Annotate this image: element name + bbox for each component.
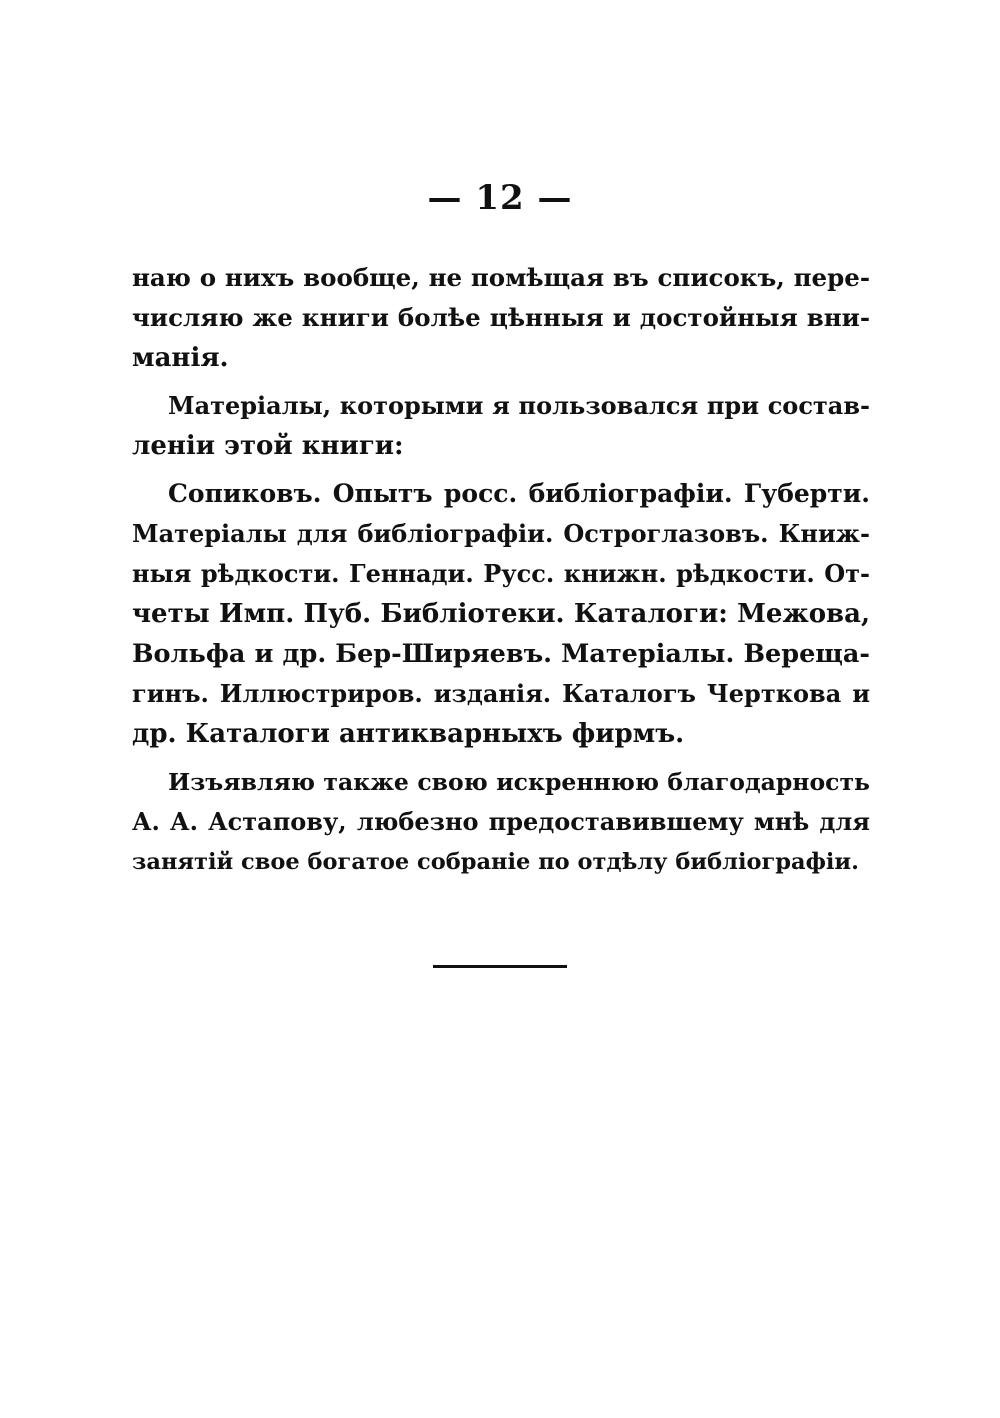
paragraph-4 [132, 762, 870, 882]
body-text [132, 258, 870, 882]
text-line: Матеріалы, которыми я пользовался при состав- [168, 391, 870, 420]
text-line: манія. [132, 343, 229, 373]
paragraph-gap [132, 466, 870, 474]
paragraph-gap [132, 378, 870, 386]
paragraph-1 [132, 258, 870, 378]
text-line: др. Каталоги антикварныхъ фирмъ. [132, 719, 685, 749]
paragraph-2 [132, 386, 870, 466]
text-line: Сопиковъ. Опытъ росс. библіографіи. Губерти. [168, 479, 870, 508]
text-line: Матеріалы для библіографіи. Остроглазовъ. Книж- [132, 519, 870, 548]
text-line: Изъявляю также свою искреннюю благодарность [168, 768, 870, 796]
text-line: ныя рѣдкости. Геннади. Русс. книжн. рѣдкости. От- [132, 559, 870, 588]
text-line: четы Имп. Пуб. Библіотеки. Каталоги: Межова, [132, 599, 870, 629]
text-line: А. А. Астапову, любезно предоставившему мнѣ для [132, 807, 870, 836]
paragraph-3 [132, 474, 870, 754]
text-line: числяю же книги болѣе цѣнныя и достойныя вни- [132, 303, 870, 332]
page-number: — 12 — [427, 178, 573, 218]
text-line: гинъ. Иллюстриров. изданія. Каталогъ Черткова и [132, 679, 870, 708]
text-line: леніи этой книги: [132, 431, 404, 461]
text-line: занятій свое богатое собраніе по отдѣлу библіографіи. [132, 849, 859, 875]
paragraph-gap [132, 754, 870, 762]
closing-rule [433, 965, 567, 968]
text-line: наю о нихъ вообще, не помѣщая въ списокъ, пере- [132, 263, 870, 292]
text-line: Вольфа и др. Бер-Ширяевъ. Матеріалы. Верещa- [132, 639, 870, 669]
